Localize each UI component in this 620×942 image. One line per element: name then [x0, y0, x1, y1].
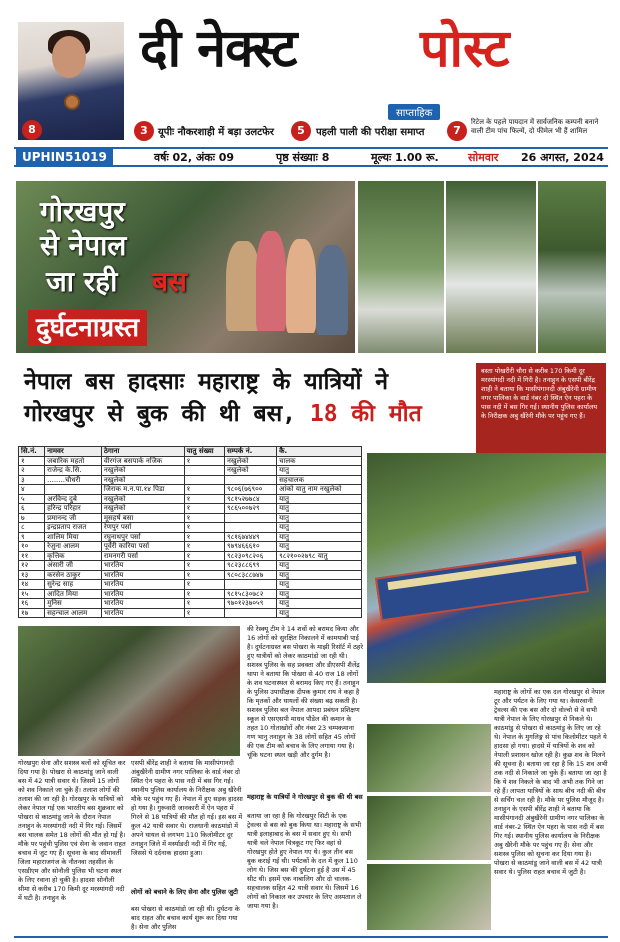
table-cell	[184, 466, 224, 476]
table-row	[19, 513, 362, 523]
table-cell: १	[19, 456, 45, 466]
main-headline	[24, 366, 464, 430]
table-cell: ४	[19, 485, 45, 495]
table-cell: ११	[19, 551, 45, 561]
table-cell: १	[184, 542, 224, 552]
table-cell: १५	[19, 589, 45, 599]
teaser-number-7[interactable]: 7	[447, 121, 467, 141]
table-cell: ९८२३८८६९९	[224, 561, 276, 571]
table-cell: ९८१५८३०७८२	[224, 589, 276, 599]
table-cell: १	[184, 494, 224, 504]
table-header-cell: कै.	[277, 447, 362, 457]
teaser-5-text[interactable]: पहली पाली की परीक्षा समाप्त	[316, 127, 425, 138]
table-cell: ९८६५००७२९	[224, 504, 276, 514]
table-row	[19, 523, 362, 533]
table-cell: हरिन्द्र परिहार	[45, 504, 102, 514]
table-cell: १३	[19, 570, 45, 580]
table-row	[19, 494, 362, 504]
table-cell: सहन्चाल आलम	[45, 608, 102, 618]
volume-issue: वर्षः 02, अंकः 09	[154, 151, 235, 164]
table-cell: ९८०८३८८७४७	[224, 570, 276, 580]
table-row	[19, 589, 362, 599]
table-cell: यातु	[277, 589, 362, 599]
table-cell: नखुलेको	[101, 466, 184, 476]
hero-line-4: दुर्घटनाग्रस्त	[28, 310, 147, 346]
table-row	[19, 561, 362, 571]
brand-title-right: पोस्ट	[420, 18, 510, 79]
table-row	[19, 466, 362, 476]
rescue-photo-2	[367, 796, 491, 860]
table-cell: जिराक म.न.पा.१४ पिडा	[101, 485, 184, 495]
table-cell: जबारिक महतो	[45, 456, 102, 466]
right-subhead: महाराष्ट्र के यात्रियों ने गोरखपुर से बुक की थी बस	[247, 793, 363, 801]
table-cell: ९८१६७४४४९	[224, 532, 276, 542]
bus-crash-photo	[367, 453, 606, 683]
table-cell: मुनिस	[45, 599, 102, 609]
table-cell: भारतिय	[101, 599, 184, 609]
table-cell: नखुलेको	[101, 494, 184, 504]
issue-date: 26 अगस्त, 2024	[521, 151, 604, 164]
table-cell: ९८०६(७६९००	[224, 485, 276, 495]
table-cell: भारतिय	[101, 608, 184, 618]
table-cell: १२	[19, 561, 45, 571]
table-cell: १	[184, 513, 224, 523]
table-cell: आंको यातु नाम नखुलेको	[277, 485, 362, 495]
table-cell: १	[184, 504, 224, 514]
table-cell: नखुलेको	[101, 504, 184, 514]
table-cell: राजेन्द्र के.सि.	[45, 466, 102, 476]
table-cell: भारतिय	[101, 570, 184, 580]
river-photo-3	[538, 181, 606, 353]
table-cell: १०	[19, 542, 45, 552]
table-header-cell: सि.नं.	[19, 447, 45, 457]
table-cell: नखुलेको	[101, 475, 184, 485]
hero-line-3a: जा रही	[46, 265, 118, 298]
table-cell: आदित मिया	[45, 589, 102, 599]
table-cell: १	[184, 456, 224, 466]
river-photo-2	[446, 181, 536, 353]
table-cell: रेणपुर पर्सा	[101, 523, 184, 533]
table-header-cell: यातु संख्या	[184, 447, 224, 457]
table-row	[19, 608, 362, 618]
table-cell: १	[184, 561, 224, 571]
river-photo-1	[358, 181, 444, 353]
headline-deaths: 18 की मौत	[309, 401, 422, 427]
table-cell: सहचालक	[277, 475, 362, 485]
table-cell: इन्द्रप्रताप राजत	[45, 523, 102, 533]
table-cell: ८	[19, 523, 45, 533]
table-header-cell: नामवर	[45, 447, 102, 457]
crash-site-photo	[18, 626, 240, 756]
table-cell: १	[184, 551, 224, 561]
table-cell: नखुलेको	[224, 466, 276, 476]
table-cell: ९८२३०९८२०६	[224, 551, 276, 561]
table-cell: ५	[19, 494, 45, 504]
table-cell: यातु	[277, 494, 362, 504]
table-row	[19, 485, 362, 495]
registration-number: UPHIN51019	[16, 149, 113, 165]
table-cell: १	[184, 580, 224, 590]
table-cell: रेजुना आलम	[45, 542, 102, 552]
table-cell: भारतिय	[101, 561, 184, 571]
table-cell: ९	[19, 532, 45, 542]
price: मूल्यः 1.00 रू.	[371, 151, 439, 164]
table-row	[19, 504, 362, 514]
passenger-table	[18, 446, 362, 618]
table-cell: यातु	[277, 580, 362, 590]
brand-title-left: दी नेक्स्ट	[140, 18, 297, 79]
hero-line-3b: बस	[152, 265, 187, 298]
table-cell: १	[184, 570, 224, 580]
table-cell: रघुनाथपुर पर्सा	[101, 532, 184, 542]
table-row	[19, 475, 362, 485]
table-cell: १	[184, 485, 224, 495]
right-column-text-2: बताया जा रहा है कि गोरखपुर सिटी के एक ट्रेवल्स से बस को बुक किया था। महाराष्ट्र के सभी यात्री इलाहाबाद के बस में सवार हुए थे। सभी यात्री चले नेपाल चित्रकूट गए फिर वहां से गोरखपुर होते हुए नेपाल गए थे। कुल तीन बस बुक कराई गई थी। पर्यटकों के दल में कुल 110 लोग थे। जिस बस की दुर्घटना हुई है उस में 45 सीट थी। इसमें एक नाबालिग और दो चालक-सहचालक सहित 42 यात्री सवार थे। जिसमें 16 लोगों को निकाल कर उपचार के लिए अस्पताल ले जाया गया है।	[247, 812, 362, 910]
footer-line	[14, 936, 608, 938]
table-cell	[224, 475, 276, 485]
hero-line-1: गोरखपुर	[40, 195, 125, 228]
headline-text: नेपाल बस हादसाः महाराष्ट्र के यात्रियों ने गोरखपुर से बुक की थी बस,	[24, 369, 389, 427]
table-cell: रामनगरी पर्सा	[101, 551, 184, 561]
table-cell: ३	[19, 475, 45, 485]
teaser-number-8[interactable]: 8	[22, 120, 42, 140]
table-cell: पूर्वेरी कारिया पर्सा	[101, 542, 184, 552]
table-cell: १	[184, 589, 224, 599]
teaser-number-5[interactable]: 5	[291, 121, 311, 141]
table-cell: १	[184, 532, 224, 542]
table-cell: यातु	[277, 532, 362, 542]
table-cell: भारतिय	[101, 580, 184, 590]
teaser-7-text[interactable]: रिटेल के पहले पायदान में सार्वजनिक कम्पनी बनाने वाली टीम पांच फिल्में, दो फीमेल भी हैं शामिल	[471, 118, 599, 135]
table-cell: वीरगंज बसपार्क नजिक	[101, 456, 184, 466]
weekday: सोमवार	[468, 151, 499, 164]
table-row	[19, 580, 362, 590]
table-cell: यातु	[277, 542, 362, 552]
table-cell	[224, 523, 276, 533]
table-row	[19, 570, 362, 580]
hero-line-2: से नेपाल	[40, 229, 127, 262]
crash-caption-text: गोरखपुरः सेना और सशस्त्र बलों को सूचित कर दिया गया है। पोखरा से काठमांडू जाने वाली बस में 42 यात्री सवार थे। जिसमें 15 लोगों को शव निकाले जा चुके हैं। तलाश लोगों की तलाश की जा रही है। गोरखपुर के यात्रियों को लेकर नेपाल गई एक भारतीय बस शुक्रवार को पोखरा से काठमांडू जाने के दौरान नेपाल तनाहुन के मरस्यांगदी नदी में गिर गई। जिसमें बस चालक समेत 18 लोगों की मौत हो गई है। मौके पर पहुंची पुलिस एवं सेना के जवान राहत बचाव में जुट गए हैं। सूचना के बाद सीमावर्ती जिला महाराजगंज के नौतनवा तहसील के एसडीएम और सोनौली पुलिस भी घटना स्थल के लिए रवाना हो चुकी है। हादसा सोनौली सीमा से करीब 170 किमी दूर मरस्यांगदी नदी में घटी है। तनाहुन के	[18, 759, 126, 902]
bus-story-text: महाराष्ट्र के लोगों का एक दल गोरखपुर से नेपाल टूर और पर्यटन के लिए गया था। केसरवानी ट्रेवल्स की एक बस और दो वोल्वो से वे सभी यात्री नेपाल के लिए गोरखपुर से निकले थे। काठमांडु से पोखरा से काठमांडु के लिए जा रहे थे। नेपाल के मुगलिङ्ग से पांच किलोमीटर पहले ये हादसा हो गया। हादसे में यात्रियों के शव को नेपाली प्रशासन खोज रही है। कुछ शव के मिलने की सूचना है। बताया जा रहा है कि 15 शव अभी तक नदी से निकाले जा चुके हैं। बताया जा रहा है कि ये शव निकले के बाद भी अभी तक गिने जा रहे हैं। लापता यात्रियों के साथ बीच नदी की बीच से सर्चिंग चल रही है। मौके पर पुलिस मौजूद है। तनाहुन के एसपी बीरेंद्र शाही ने बताया कि मासीपंगानदी अंबुखैरेनी ग्रामीण नगर पालिका के वार्ड नंबर-2 स्थित ऐन पहरा के पास नदी में बस गिर गई। स्थानीय पुलिस कार्यालय के निरीक्षक अबु खैरेनी मौके पर पहुंच गए हैं। सेना और सशस्त्र पुलिस को सूचना कर दिया गया है। पोखरा से काठमांडू जाने वाली बस में 42 यात्री सवार थे। पुलिस राहत बचाव में जुटी है।	[494, 688, 608, 876]
right-column-text: की रेस्क्यू टीम ने 14 शवों को बरामद किया और 16 लोगों को सुरक्षित निकालने में कामयाबी पाई है। दुर्घटनाग्रस्त बस पोखरा के माझी रिसॉर्ट में ठहरे हुए यात्रीयों को लेकर काठमांडो जा रही थी। सशस्त्र पुलिस के सह प्रवक्ता और डीएसपी शैलेंद्र थापा ने बताया कि पोखरा से 40 राज 18 लोगों के शव घटनास्थल से बरामद किए गए हैं। तनाहुन के पुलिस उपाधीक्षक दीपक कुमार राय ने कहा है कि मृतकों और घायलों की संख्या बढ़ सकती है। सशस्त्र पुलिस बल नेपाल आपदा प्रबंधन प्रशिक्षण स्कूल से एसएसपी माधव पौडेल की कमान के तहत 10 गोताखोरों और नंबर 23 चम्पकमाना गण भानु तनाहुन के 38 लोगों सहित 45 लोगों की एक टीम को बचाव के लिए लगाया गया है। चूंकि घटना स्थल खड़ी और दुर्गम है।	[247, 625, 363, 759]
table-row	[19, 551, 362, 561]
table-cell: मूसहर्ष बसा	[101, 513, 184, 523]
middle-column-text: एसपी बीरेंद्र शाही ने बताया कि मासीपंगानदी अंबुखैरेनी ग्रामीण नगर पालिका के वार्ड नंबर दो स्थित ऐन पहरा के पास नदी में बस गिर गई। स्थानीय पुलिस कार्यालय के निरीक्षक अबु खैरेनी मौके पर पहुंच गए हैं। नेपाल में हुए सड़क हादसा हो गया है। गुरूवारी जानकारी में ऐन पहरा में गिरने से 18 यात्रियों की मौत हो गई। इस बस में कुल 42 यात्री सवार थे। राजधानी काठमांडो में अपने घायल से लगभग 110 किलोमीटर दूर तनाहुन जिले में मर्स्याङदी नदी में गिर गई, जिससे ये दर्दनाक हादसा हुआ।	[131, 759, 243, 857]
table-cell: यातु	[277, 599, 362, 609]
table-cell: यातु	[277, 570, 362, 580]
table-cell: १	[184, 608, 224, 618]
table-cell: २	[19, 466, 45, 476]
table-cell: यातु	[277, 608, 362, 618]
table-cell: सुरेन्द्र साह	[45, 580, 102, 590]
table-cell: ९८१५२७७८४	[224, 494, 276, 504]
table-row	[19, 599, 362, 609]
page-count: पृष्ठ संख्याः 8	[276, 151, 330, 164]
table-cell: १४	[19, 580, 45, 590]
rescue-photo-3	[367, 864, 491, 930]
table-cell	[45, 485, 102, 495]
table-cell: १	[184, 599, 224, 609]
table-cell: चालक	[277, 456, 362, 466]
table-cell: नखुलेको	[224, 456, 276, 466]
table-row	[19, 532, 362, 542]
table-row	[19, 542, 362, 552]
table-cell: शालिम मिया	[45, 532, 102, 542]
table-cell: कृत्तिक	[45, 551, 102, 561]
table-cell	[224, 513, 276, 523]
table-cell: १७	[19, 608, 45, 618]
table-cell: ७	[19, 513, 45, 523]
table-cell: यातु	[277, 466, 362, 476]
table-cell: ९७९४६६६१०	[224, 542, 276, 552]
teaser-number-3[interactable]: 3	[134, 121, 154, 141]
teaser-3-text[interactable]: यूपीः नौकरशाही में बड़ा उलटफेर	[158, 127, 274, 138]
table-header-cell: सम्पर्क नं.	[224, 447, 276, 457]
table-cell: यातु	[277, 523, 362, 533]
table-cell: ........चौधरी	[45, 475, 102, 485]
summary-box: बस्ता पोखरीरी चौरा से करीब 170 किमी दूर मरस्यांगदी नदी में गिरी है। तनाहुन के एसपी बीरेंद्र शाही ने बताया कि मासीपंगानदी अंबुखैरेनी ग्रामीण नगर पालिका के वार्ड नंबर दो स्थित ऐन पहरा के पास नदी में बस गिर गई। स्थानीय पुलिस कार्यालय के निरीक्षक अबु खैरेनी मौके पर पहुंच गए हैं।	[476, 363, 606, 453]
table-cell: भारतिय	[101, 589, 184, 599]
table-cell: प्रमानन्द जी	[45, 513, 102, 523]
table-cell: ९७०१२३७०५९	[224, 599, 276, 609]
table-cell: यातु	[277, 561, 362, 571]
middle-column-text-2: बस पोखरा से काठमांडो जा रही थी। दुर्घटना के बाद राहत और बचाव कार्य शुरू कर दिया गया है। सेना और पुलिस	[131, 905, 240, 931]
weekly-badge: साप्ताहिक	[388, 104, 440, 120]
table-cell	[224, 608, 276, 618]
table-cell: अरविन्द दुबे	[45, 494, 102, 504]
table-header-cell: ठेगाना	[101, 447, 184, 457]
table-cell	[184, 475, 224, 485]
table-cell: यातु	[277, 504, 362, 514]
table-cell: ९८२१००२७९८ यातु	[277, 551, 362, 561]
middle-subhead: लोगों को बचाने के लिए सेना और पुलिस जुटी	[131, 888, 238, 896]
table-cell	[224, 580, 276, 590]
rescue-photo-1	[367, 724, 491, 792]
medal-icon	[64, 94, 80, 110]
table-cell: यातु	[277, 513, 362, 523]
table-cell: करसेन ठाकुर	[45, 570, 102, 580]
table-cell: १	[184, 523, 224, 533]
table-cell: अंसारी जी	[45, 561, 102, 571]
table-row	[19, 456, 362, 466]
table-cell: १६	[19, 599, 45, 609]
table-cell: ६	[19, 504, 45, 514]
